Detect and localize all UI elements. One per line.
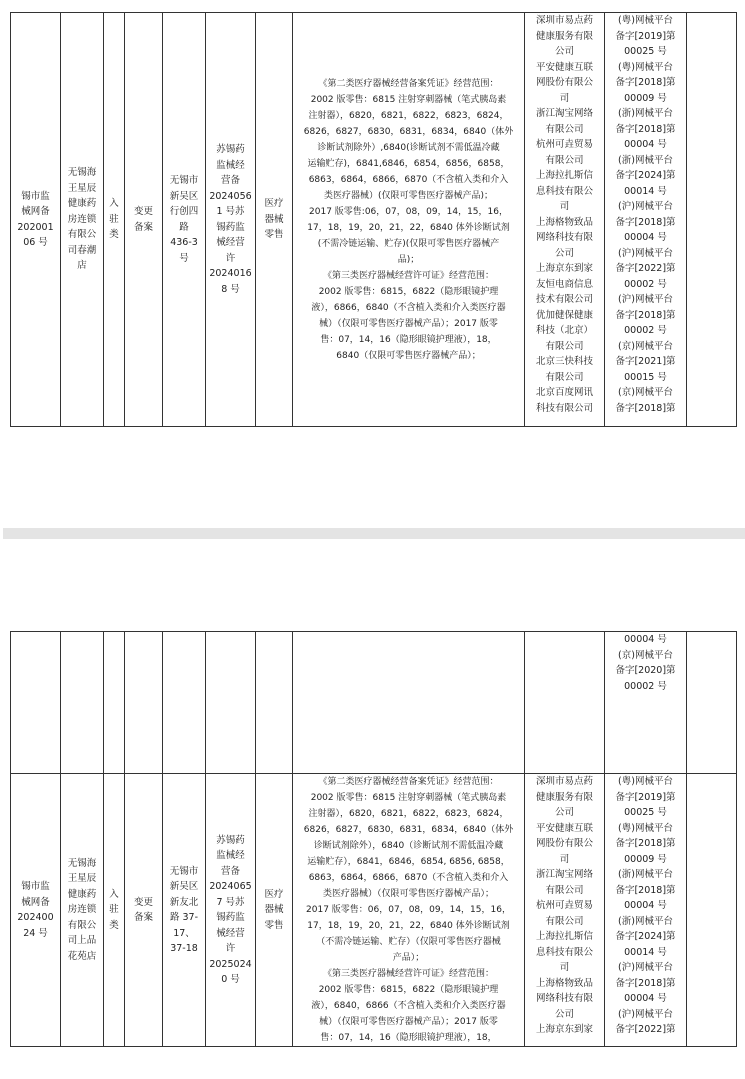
- platform-names-cell: [525, 13, 605, 427]
- text-line: 零售: [264, 919, 284, 931]
- text-line: 备字[2022]第: [615, 263, 676, 274]
- text-line: 器械: [264, 904, 284, 916]
- text-line: 医疗: [264, 888, 284, 900]
- text-line: 无锡市: [169, 865, 199, 877]
- text-line: 17，18，19，20，21，22，6840 体外诊断试剂: [307, 222, 510, 233]
- text-line: 医疗: [264, 198, 284, 210]
- text-line: 24 号: [23, 927, 48, 939]
- text-line: 驻: [109, 213, 119, 225]
- text-line: 备字[2018]第: [615, 77, 676, 88]
- text-line: 苏锡药: [216, 834, 245, 846]
- text-line: 监械经: [216, 850, 245, 861]
- text-line: (浙)网械平台: [618, 915, 673, 927]
- text-line: 备字[2021]第: [615, 356, 676, 367]
- text-line: 司: [559, 201, 570, 212]
- text-line: 有限公司: [545, 340, 584, 352]
- platform-filing-numbers-cell: [605, 13, 687, 427]
- text-line: 00015 号: [624, 371, 667, 383]
- text-line: 监械经: [216, 159, 245, 171]
- text-line: 健康药: [67, 198, 97, 210]
- text-line: 锡市监: [21, 881, 50, 892]
- text-line: 00002 号: [624, 680, 667, 692]
- text-line: 号: [179, 252, 189, 264]
- empty-cell: [125, 632, 163, 774]
- text-line: 液），6866，6840（不含植入类和介入类医疗器: [311, 302, 506, 313]
- record-number-cell: [11, 774, 61, 1047]
- text-line: 6863，6864，6866，6870（不含植入类和介入: [308, 873, 509, 883]
- text-line: 液），6840，6866（不含植入类和介入类医疗器: [311, 1001, 506, 1011]
- record-number-cell: [11, 13, 61, 427]
- text-line: 运输贮存)，6841,6846，6854，6856，6858，: [307, 158, 510, 169]
- text-line: 上海格物致品: [535, 977, 593, 989]
- empty-cell: [104, 632, 125, 774]
- text-line: 备字[2018]第: [615, 216, 676, 228]
- text-line: 售：07，14，16（隐形眼镜护理液），18，: [320, 1033, 497, 1043]
- text-line: 械经营: [216, 237, 245, 248]
- text-line: (浙)网械平台: [618, 869, 673, 880]
- text-line: 00014 号: [624, 946, 667, 958]
- platform-filing-numbers-cell: [605, 774, 687, 1047]
- text-line: 械）（仅限可零售医疗器械产品）；2017 版零: [319, 318, 498, 329]
- text-line: 路: [179, 221, 189, 233]
- platform-filing-numbers-cell: [605, 632, 687, 774]
- text-line: 司上品: [67, 935, 97, 947]
- company-name-cell: [61, 774, 104, 1047]
- text-line: 17、: [173, 927, 195, 939]
- text-line: 深圳市易点药: [535, 15, 593, 26]
- text-line: 0 号: [221, 974, 240, 985]
- text-line: 202001: [17, 221, 54, 233]
- text-line: 变更: [133, 896, 153, 908]
- text-line: 有限公司: [545, 884, 584, 896]
- text-line: 有限公司: [545, 915, 584, 927]
- text-line: 诊断试剂除外），6840（诊断试剂不需低温冷藏: [313, 841, 504, 851]
- text-line: 公司: [554, 46, 574, 57]
- text-line: 备字[2024]第: [615, 170, 676, 181]
- text-line: 备字[2019]第: [615, 30, 676, 42]
- text-line: 有限公司: [545, 123, 584, 135]
- text-line: 00025 号: [624, 46, 667, 57]
- document-page-2: [0, 539, 745, 1079]
- text-line: 注射器），6820，6821，6822，6823，6824，: [308, 110, 509, 121]
- text-line: 2002 版零售：6815 注射穿刺器械（笔式胰岛素: [310, 94, 507, 105]
- text-line: 公司: [554, 247, 574, 259]
- text-line: (京)网械平台: [618, 340, 673, 352]
- text-line: 2024056: [209, 190, 252, 202]
- text-line: 37-18: [170, 943, 198, 954]
- text-line: 杭州可垚贸易: [535, 139, 593, 150]
- text-line: 备字[2020]第: [615, 665, 676, 676]
- text-line: 房连锁: [67, 213, 97, 225]
- text-line: 2024016: [209, 268, 252, 279]
- text-line: 00025 号: [624, 807, 667, 818]
- text-line: 备字[2024]第: [615, 931, 676, 942]
- text-line: (粤)网械平台: [618, 61, 673, 73]
- text-line: 息科技有限公: [535, 946, 593, 958]
- text-line: 2024065: [209, 881, 252, 892]
- text-line: 有限公司: [545, 154, 584, 166]
- text-line: 无锡市: [169, 175, 199, 186]
- text-line: 有限公: [67, 919, 97, 931]
- text-line: 网络科技有限: [535, 993, 593, 1004]
- text-line: 新吴区: [169, 881, 199, 892]
- text-line: 锡药监: [216, 221, 245, 233]
- text-line: 436-3: [170, 237, 198, 248]
- company-name-cell: [61, 13, 104, 427]
- record-table-page-2: [10, 631, 737, 1047]
- text-line: 许: [225, 943, 236, 954]
- text-line: 司春潮: [67, 244, 97, 256]
- text-line: (京)网械平台: [618, 387, 673, 398]
- address-cell: [163, 13, 206, 427]
- text-line: 友恒电商信息: [535, 278, 593, 290]
- text-line: (京)网械平台: [618, 649, 673, 661]
- table-row: [11, 774, 737, 1047]
- text-line: (沪)网械平台: [618, 247, 673, 259]
- business-category-cell: [256, 774, 293, 1047]
- text-line: 营备: [220, 175, 240, 186]
- empty-cell: [525, 632, 605, 774]
- record-table-page-1: [10, 12, 737, 427]
- text-line: 备案: [133, 221, 153, 233]
- text-line: 行创四: [169, 206, 199, 217]
- text-line: 网股份有限公: [535, 77, 593, 88]
- text-line: 健康服务有限: [535, 791, 593, 803]
- text-line: 备字[2018]第: [615, 977, 676, 989]
- text-line: 运输贮存），6841，6846，6854, 6856, 6858，: [307, 857, 510, 867]
- empty-cell: [61, 632, 104, 774]
- text-line: 科技（北京）: [535, 325, 593, 336]
- text-line: (不需冷链运输、贮存)(仅限可零售医疗器械产: [317, 238, 500, 249]
- text-line: (沪)网械平台: [618, 962, 673, 973]
- text-line: 1 号苏: [216, 206, 245, 217]
- page-separator: [3, 528, 745, 539]
- text-line: 司: [559, 962, 570, 973]
- text-line: 入: [109, 198, 119, 210]
- text-line: 售：07，14，16（隐形眼镜护理液），18，: [320, 334, 497, 345]
- text-line: 备案: [133, 912, 153, 923]
- text-line: 有限公司: [545, 371, 584, 383]
- text-line: 驻: [109, 904, 119, 916]
- text-line: 6826，6827，6830，6831，6834，6840（体外: [303, 825, 514, 835]
- text-line: 北京百度网讯: [535, 387, 593, 398]
- text-line: 上海京东到家: [535, 1024, 593, 1035]
- text-line: 许: [225, 252, 236, 264]
- text-line: (沪)网械平台: [618, 294, 673, 305]
- text-line: 2017 版零售:06，07，08，09，14，15，16，: [309, 206, 508, 217]
- text-line: 备字[2018]第: [615, 309, 676, 321]
- text-line: 备字[2018]第: [615, 402, 676, 414]
- text-line: 店: [77, 260, 87, 272]
- text-line: 技术有限公司: [535, 294, 593, 305]
- text-line: 路 37-: [169, 912, 199, 923]
- entry-type-cell: [104, 774, 125, 1047]
- text-line: 深圳市易点药: [535, 776, 593, 787]
- text-line: 注射器），6820，6821，6822，6823，6824，: [308, 809, 509, 819]
- text-line: 7 号苏: [216, 896, 245, 908]
- text-line: 上海京东到家: [535, 263, 593, 274]
- text-line: (粤)网械平台: [618, 776, 673, 787]
- text-line: 诊断试剂除外）,6840(诊断试剂不需低温冷藏: [317, 142, 500, 153]
- license-number-cell: [206, 13, 256, 427]
- text-line: 新友北: [169, 896, 199, 908]
- text-line: 器械: [264, 213, 284, 225]
- text-line: 类: [109, 229, 119, 241]
- text-line: 网股份有限公: [535, 838, 593, 849]
- text-line: 司: [559, 853, 570, 865]
- text-line: (粤)网械平台: [618, 822, 673, 834]
- platform-names-cell: [525, 774, 605, 1047]
- text-line: (浙)网械平台: [618, 154, 673, 166]
- text-line: 《第二类医疗器械经营备案凭证》经营范围：: [318, 78, 499, 89]
- text-line: 健康药: [67, 888, 97, 900]
- text-line: 《第二类医疗器械经营备案凭证》经营范围：: [318, 777, 499, 787]
- text-line: 平安健康互联: [535, 61, 593, 73]
- text-line: 备字[2018]第: [615, 123, 676, 135]
- text-line: 00002 号: [624, 325, 667, 336]
- empty-cell: [163, 632, 206, 774]
- text-line: 杭州可垚贸易: [535, 900, 593, 911]
- text-line: 锡市监: [21, 190, 50, 202]
- text-line: 6863，6864，6866，6870（不含植入类和介入: [308, 174, 509, 185]
- text-line: 06 号: [23, 237, 48, 248]
- empty-cell: [256, 632, 293, 774]
- empty-cell: [11, 632, 61, 774]
- address-cell: [163, 774, 206, 1047]
- text-line: 《第三类医疗器械经营许可证》经营范围：: [322, 969, 494, 979]
- text-line: 产品）；: [392, 953, 425, 963]
- text-line: 品)；: [397, 254, 420, 265]
- text-line: 备字[2018]第: [615, 838, 676, 849]
- text-line: 00004 号: [624, 139, 667, 150]
- remarks-cell: [687, 774, 737, 1047]
- table-row-continuation: [11, 632, 737, 774]
- text-line: 变更: [133, 206, 153, 217]
- remarks-cell: [687, 13, 737, 427]
- text-line: 00009 号: [624, 853, 667, 865]
- change-type-cell: [125, 774, 163, 1047]
- text-line: 00009 号: [624, 92, 667, 104]
- text-line: 花苑店: [67, 950, 97, 962]
- text-line: 司: [559, 92, 570, 104]
- text-line: (沪)网械平台: [618, 201, 673, 212]
- text-line: 00004 号: [624, 993, 667, 1004]
- text-line: 网络科技有限: [535, 232, 593, 243]
- text-line: 无锡海: [67, 857, 97, 869]
- text-line: 浙江淘宝网络: [535, 869, 593, 880]
- text-line: 6840（仅限可零售医疗器械产品）；: [336, 350, 481, 361]
- text-line: (浙)网械平台: [618, 108, 673, 119]
- text-line: 2017 版零售：06，07，08，09，14，15，16，: [306, 905, 511, 915]
- text-line: 王星辰: [67, 182, 97, 194]
- text-line: 备字[2019]第: [615, 791, 676, 803]
- text-line: 202400: [17, 912, 54, 923]
- text-line: 2002 版零售：6815 注射穿刺器械（笔式胰岛素: [310, 793, 507, 803]
- text-line: 王星辰: [67, 873, 97, 885]
- text-line: 有限公: [67, 229, 97, 241]
- text-line: 北京三快科技: [535, 356, 593, 367]
- text-line: 6826，6827，6830，6831，6834，6840（体外: [303, 126, 514, 137]
- text-line: 械）（仅限可零售医疗器械产品）；2017 版零: [319, 1017, 498, 1027]
- text-line: 锡药监: [216, 912, 245, 923]
- entry-type-cell: [104, 13, 125, 427]
- text-line: 入: [109, 888, 119, 900]
- text-line: 息科技有限公: [535, 185, 593, 197]
- text-line: 营备: [220, 865, 240, 877]
- text-line: 2002 版零售：6815，6822（隐形眼镜护理: [318, 286, 499, 297]
- text-line: 17，18，19，20，21，22，6840 体外诊断试剂: [307, 921, 510, 931]
- business-category-cell: [256, 13, 293, 427]
- text-line: 公司: [554, 1008, 574, 1020]
- text-line: （不需冷链运输、贮存）（仅限可零售医疗器械: [316, 937, 501, 947]
- business-scope-cell: [293, 13, 525, 427]
- text-line: 《第三类医疗器械经营许可证》经营范围：: [322, 270, 494, 281]
- text-line: 械网备: [21, 896, 50, 908]
- text-line: 上海拉扎斯信: [535, 931, 593, 942]
- text-line: 房连锁: [67, 904, 97, 916]
- text-line: 械网备: [21, 206, 50, 217]
- text-line: 类医疗器械）（仅限可零售医疗器械产品）；: [322, 889, 494, 899]
- text-line: 00002 号: [624, 278, 667, 290]
- empty-cell: [206, 632, 256, 774]
- text-line: 浙江淘宝网络: [535, 108, 593, 119]
- text-line: 械经营: [216, 927, 245, 939]
- text-line: 公司: [554, 807, 574, 818]
- empty-cell: [293, 632, 525, 774]
- text-line: 2025024: [209, 958, 252, 970]
- text-line: 00004 号: [624, 232, 667, 243]
- business-scope-cell: [293, 774, 525, 1047]
- text-line: 类: [109, 919, 119, 931]
- text-line: (沪)网械平台: [618, 1008, 673, 1020]
- text-line: 上海格物致品: [535, 216, 593, 228]
- text-line: 科技有限公司: [535, 402, 593, 414]
- text-line: 类医疗器械）(仅限可零售医疗器械产品)；: [323, 190, 494, 201]
- text-line: 00004 号: [624, 634, 667, 645]
- text-line: 新吴区: [169, 190, 199, 202]
- text-line: 备字[2022]第: [615, 1024, 676, 1035]
- text-line: 无锡海: [67, 167, 97, 179]
- text-line: (粤)网械平台: [618, 15, 673, 26]
- text-line: 零售: [264, 229, 284, 241]
- text-line: 平安健康互联: [535, 822, 593, 834]
- text-line: 优加健保健康: [535, 309, 593, 321]
- remarks-cell: [687, 632, 737, 774]
- text-line: 2002 版零售：6815，6822（隐形眼镜护理: [318, 985, 499, 995]
- text-line: 00004 号: [624, 900, 667, 911]
- text-line: 00014 号: [624, 185, 667, 197]
- change-type-cell: [125, 13, 163, 427]
- license-number-cell: [206, 774, 256, 1047]
- text-line: 上海拉扎斯信: [535, 170, 593, 181]
- text-line: 苏锡药: [216, 144, 245, 155]
- text-line: 8 号: [221, 283, 240, 295]
- text-line: 健康服务有限: [535, 30, 593, 42]
- table-row: [11, 13, 737, 427]
- text-line: 备字[2018]第: [615, 884, 676, 896]
- document-page-1: [0, 0, 745, 528]
